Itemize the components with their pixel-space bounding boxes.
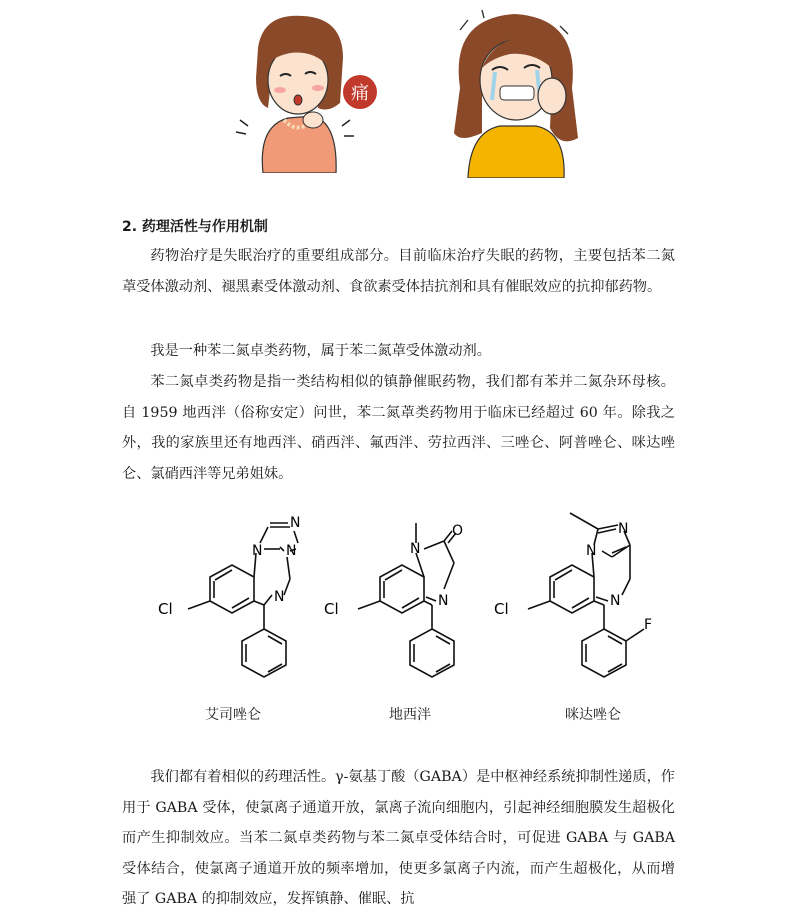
paragraph: 我们都有着相似的药理活性。γ-氨基丁酸（GABA）是中枢神经系统抑制性递质，作用于 GABA 受体，使氯离子通道开放，氯离子流向细胞内，引起神经细胞膜发生超极化而产生抑制效应。当苯二氮卓类药物与苯二氮卓受体结合时，可促进 GABA 与 GABA 受体结合，使氯离子通道开放的频率增加，使更多氯离子内流，而产生超极化，从而增强了 GABA 的抑制效应，发挥镇静、催眠、抗 <box>122 769 675 908</box>
atom-label: Cl <box>158 600 173 618</box>
pain-badge-label: 痛 <box>351 83 369 104</box>
paragraph: 药物治疗是失眠治疗的重要组成部分。目前临床治疗失眠的药物，主要包括苯二氮䓬受体激动剂、褪黑素受体激动剂、食欲素受体拮抗剂和具有催眠效应的抗抑郁药物。 <box>122 248 675 295</box>
structure-caption: 咪达唑仑 <box>565 707 621 723</box>
atom-label: N <box>618 521 629 537</box>
sore-throat-illustration <box>218 8 378 173</box>
estazolam-structure <box>150 505 310 695</box>
diazepam-structure <box>320 505 480 695</box>
atom-label: N <box>610 593 621 609</box>
atom-label: Cl <box>324 600 339 618</box>
atom-label: N <box>290 515 301 531</box>
structure-caption: 艾司唑仑 <box>205 707 261 723</box>
atom-label: N <box>286 543 297 559</box>
midazolam-structure <box>490 505 660 695</box>
paragraph: 我是一种苯二氮卓类药物，属于苯二氮䓬受体激动剂。 <box>150 343 491 359</box>
toothache-illustration <box>440 8 590 178</box>
atom-label: N <box>252 543 263 559</box>
atom-label: N <box>438 593 449 609</box>
structure-caption: 地西泮 <box>389 707 431 723</box>
atom-label: N <box>410 541 421 557</box>
paragraph: 苯二氮卓类药物是指一类结构相似的镇静催眠药物，我们都有苯并二氮杂环母核。自 1959 地西泮（俗称安定）问世，苯二氮䓬类药物用于临床已经超过 60 年。除我之外，我的家族里还有地西泮、硝西泮、氟西泮、劳拉西泮、三唑仑、阿普唑仑、咪达唑仑、氯硝西泮等兄弟姐妹。 <box>122 374 675 482</box>
atom-label: N <box>274 589 285 605</box>
atom-label: Cl <box>494 600 509 618</box>
atom-label: O <box>452 523 464 539</box>
atom-label: N <box>586 543 597 559</box>
section-heading: 2. 药理活性与作用机制 <box>122 219 268 235</box>
atom-label: F <box>644 617 653 633</box>
